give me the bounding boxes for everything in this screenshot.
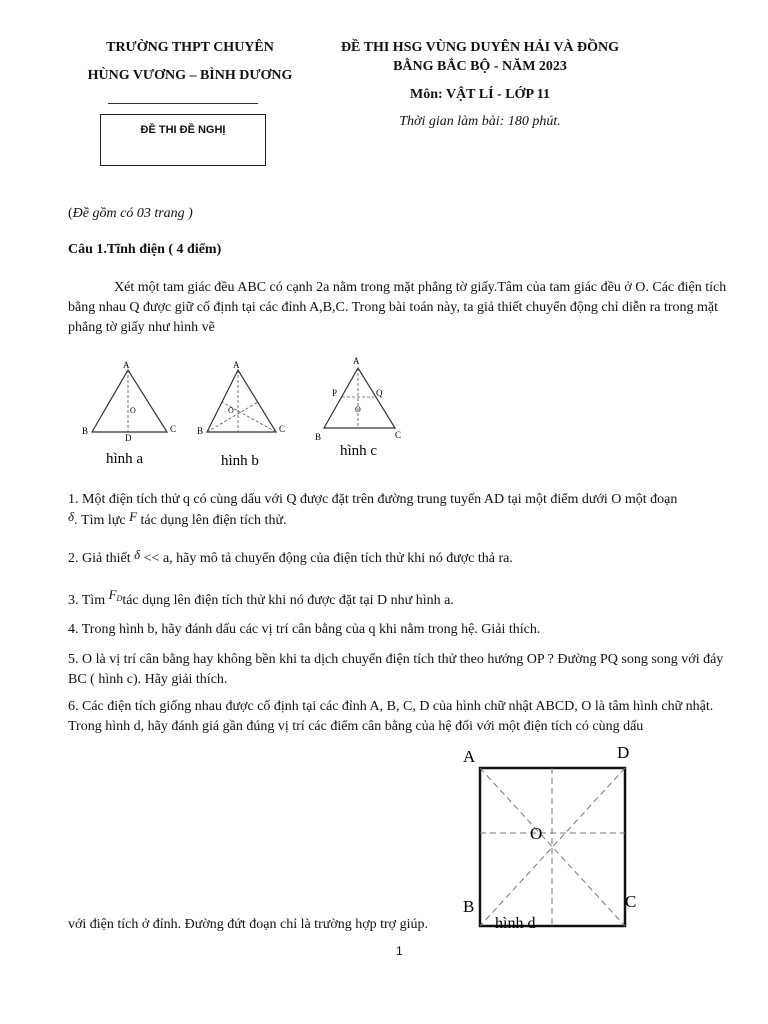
exam-time: Thời gian làm bài: 180 phút. (399, 114, 561, 129)
school-name-line2: HÙNG VƯƠNG – BÌNH DƯƠNG (87, 68, 293, 83)
svg-text:O: O (355, 405, 361, 414)
figure-a-label: hình a (106, 451, 144, 467)
figure-b (197, 360, 285, 469)
svg-text:B: B (315, 432, 322, 442)
proposal-box (100, 114, 266, 166)
svg-text:D: D (125, 433, 132, 443)
question-item-4: 4. Trong hình b, hãy đánh dấu các vị trí cân bằng của q khi nằm trong hệ. Giải thích. (68, 622, 541, 637)
svg-text:C: C (395, 430, 402, 440)
figure-b-label: hình b (221, 453, 259, 469)
svg-text:C: C (625, 892, 637, 911)
svg-text:A: A (123, 360, 130, 370)
question-item-2: 2. Giả thiết δ << a, hãy mô tả chuyển động của điện tích thử khi nó được thả ra. (68, 547, 513, 566)
figures-abc (70, 352, 430, 472)
figure-c-label: hình c (340, 443, 378, 459)
question-intro: Xét một tam giác đều ABC có cạnh 2a nằm trong mặt phẳng tờ giấy.Tâm của tam giác đều ở O. Các điện tích bằng nhau Q được giữ cố định tại các đỉnh A,B,C. Trong bài toán này, ta giả thiết chuyển động chỉ diễn ra trong mặt phẳng tờ giấy như hình vẽ (68, 280, 727, 335)
svg-text:B: B (463, 897, 475, 916)
question-item-3: 3. Tìm $F^Dtác$ dụng lên điện tích thử khi nó được đặt tại D như hình a. (68, 587, 454, 608)
question-item-1: 1. Một điện tích thử q có cùng dấu với Q được đặt trên đường trung tuyến AD tại một điểm dưới O một đoạn δ. Tìm lực F tác dụng lên điện tích thử. (68, 492, 678, 528)
svg-text:C: C (170, 424, 177, 434)
svg-text:O: O (530, 824, 543, 843)
figure-d (455, 740, 655, 940)
exam-subject: Môn: VẬT LÍ - LỚP 11 (410, 87, 550, 102)
school-name-line1: TRƯỜNG THPT CHUYÊN (106, 40, 274, 55)
svg-text:A: A (463, 747, 476, 766)
figure-a (82, 360, 176, 467)
exam-title-line1: ĐỀ THI HSG VÙNG DUYÊN HẢI VÀ ĐỒNG (340, 40, 620, 55)
question-heading: Câu 1.Tĩnh điện ( 4 điểm) (68, 242, 222, 257)
question-item-5: 5. O là vị trí cân bằng hay không bền khi ta dịch chuyển điện tích thử theo hướng OP ? Đường PQ song song với đáy BC ( hình c). Hãy giải thích. (68, 652, 724, 687)
svg-text:A: A (353, 356, 360, 366)
question-item-6-continuation: với điện tích ở đỉnh. Đường đứt đoạn chỉ là trường hợp trợ giúp. (68, 917, 428, 932)
svg-text:D: D (617, 743, 630, 762)
svg-text:A: A (233, 360, 240, 370)
svg-text:B: B (197, 426, 204, 436)
figure-d-label: hình d (495, 915, 536, 932)
figure-c (315, 356, 401, 459)
page-count-note: (Đề gồm có 03 trang ) (68, 206, 193, 221)
svg-text:O: O (130, 406, 136, 415)
svg-text:P: P (332, 388, 338, 398)
proposal-box-label: ĐỀ THI ĐỀ NGHỊ (140, 124, 226, 136)
question-item-6: 6. Các điện tích giống nhau được cố định tại các đỉnh A, B, C, D của hình chữ nhật ABCD, O là tâm hình chữ nhật. Trong hình d, hãy đánh giá gần đúng vị trí các điểm cân bằng của hệ đối với một điện tích có cùng dấu (68, 699, 714, 734)
exam-title-line2: BẰNG BẮC BỘ - NĂM 2023 (393, 59, 567, 74)
svg-text:C: C (279, 424, 286, 434)
page-number: 1 (396, 944, 403, 958)
svg-text:B: B (82, 426, 89, 436)
header-divider (108, 103, 258, 104)
svg-text:Q: Q (376, 388, 383, 398)
svg-text:O: O (228, 406, 234, 415)
